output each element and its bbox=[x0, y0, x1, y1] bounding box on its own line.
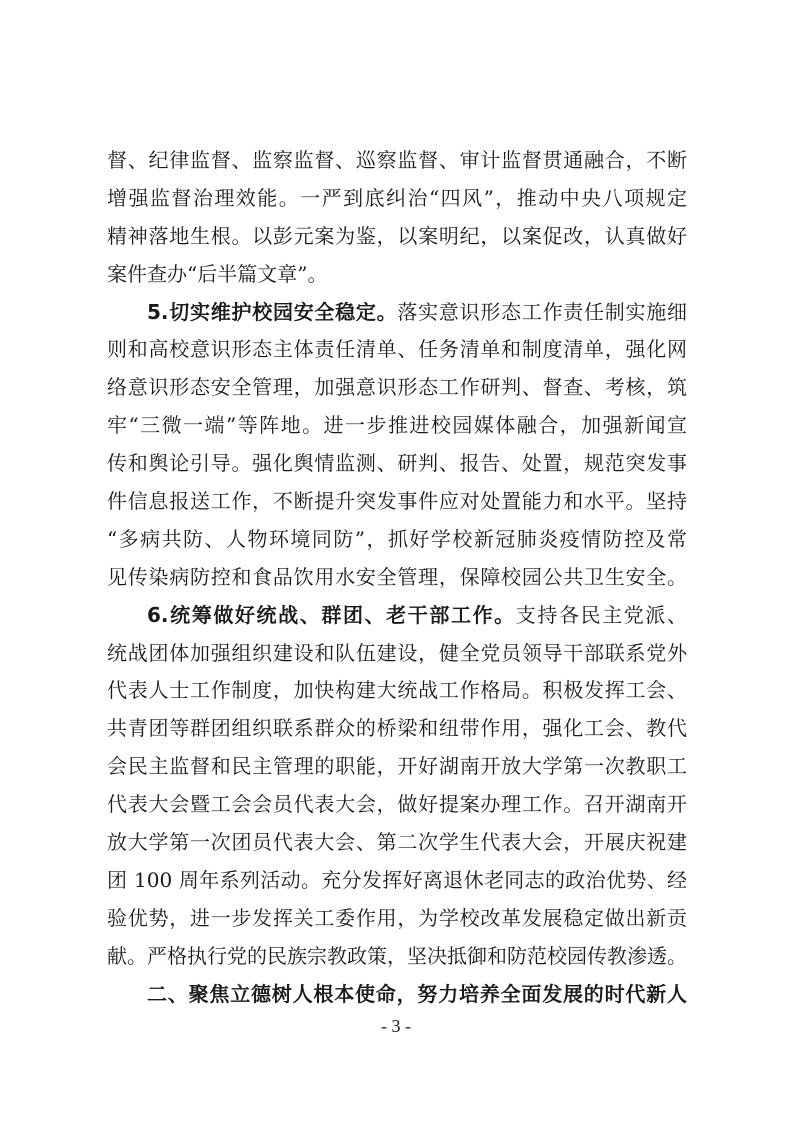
text-line: 络意识形态安全管理，加强意识形态工作研判、督查、考核，筑 bbox=[107, 375, 687, 400]
text-line: 则和高校意识形态主体责任清单、任务清单和制度清单，强化网 bbox=[107, 337, 687, 362]
section-6-heading: 6.统筹做好统战、群团、老干部工作。 bbox=[147, 602, 516, 627]
text-line: 精神落地生根。以彭元案为鉴，以案明纪，以案促改，认真做好 bbox=[107, 223, 687, 248]
text-line: 代表大会暨工会会员代表大会，做好提案办理工作。召开湖南开 bbox=[107, 792, 687, 817]
section-5-paragraph bbox=[107, 294, 687, 597]
text-line: 传和舆论引导。强化舆情监测、研判、报告、处置，规范突发事 bbox=[107, 451, 687, 476]
section-5-heading: 5.切实维护校园安全稳定。 bbox=[147, 299, 398, 324]
text-line: 验优势，进一步发挥关工委作用，为学校改革发展稳定做出新贡 bbox=[107, 905, 687, 930]
text-line: 放大学第一次团员代表大会、第二次学生代表大会，开展庆祝建 bbox=[107, 830, 687, 855]
text-line: 统战团体加强组织建设和队伍建设，健全党员领导干部联系党外 bbox=[107, 640, 687, 665]
paragraph-continuation bbox=[107, 142, 687, 294]
text-line: 会民主监督和民主管理的职能，开好湖南开放大学第一次教职工 bbox=[107, 754, 687, 779]
section-5-first-line bbox=[107, 294, 687, 332]
text-line: 牢“三微一端”等阵地。进一步推进校园媒体融合，加强新闻宣 bbox=[107, 413, 687, 438]
text-line: 团 100 周年系列活动。充分发挥好离退休老同志的政治优势、经 bbox=[107, 867, 687, 892]
document-body bbox=[107, 142, 687, 1013]
section-6-first-line bbox=[107, 597, 687, 635]
section-6-first-line-text: 支持各民主党派、 bbox=[515, 602, 688, 627]
text-line: 代表人士工作制度，加快构建大统战工作格局。积极发挥工会、 bbox=[107, 678, 687, 703]
text-line: 共青团等群团组织联系群众的桥梁和纽带作用，强化工会、教代 bbox=[107, 716, 687, 741]
part-2-heading: 二、聚焦立德树人根本使命，努力培养全面发展的时代新人 bbox=[147, 981, 687, 1006]
section-5-first-line-text: 落实意识形态工作责任制实施细 bbox=[397, 299, 688, 324]
page-number: - 3 - bbox=[381, 1016, 411, 1036]
text-line: 见传染病防控和食品饮用水安全管理，保障校园公共卫生安全。 bbox=[107, 564, 687, 589]
text-line: 督、纪律监督、监察监督、巡察监督、审计监督贯通融合，不断 bbox=[107, 148, 687, 172]
section-6-paragraph bbox=[107, 597, 687, 976]
text-line: 增强监督治理效能。一严到底纠治“四风”，推动中央八项规定 bbox=[107, 185, 687, 210]
text-line: 件信息报送工作，不断提升突发事件应对处置能力和水平。坚持 bbox=[107, 489, 687, 514]
text-line: “多病共防、人物环境同防”，抓好学校新冠肺炎疫情防控及常 bbox=[107, 526, 687, 551]
text-line: 献。严格执行党的民族宗教政策，坚决抵御和防范校园传教渗透。 bbox=[107, 943, 687, 968]
text-line: 案件查办“后半篇文章”。 bbox=[107, 261, 328, 286]
